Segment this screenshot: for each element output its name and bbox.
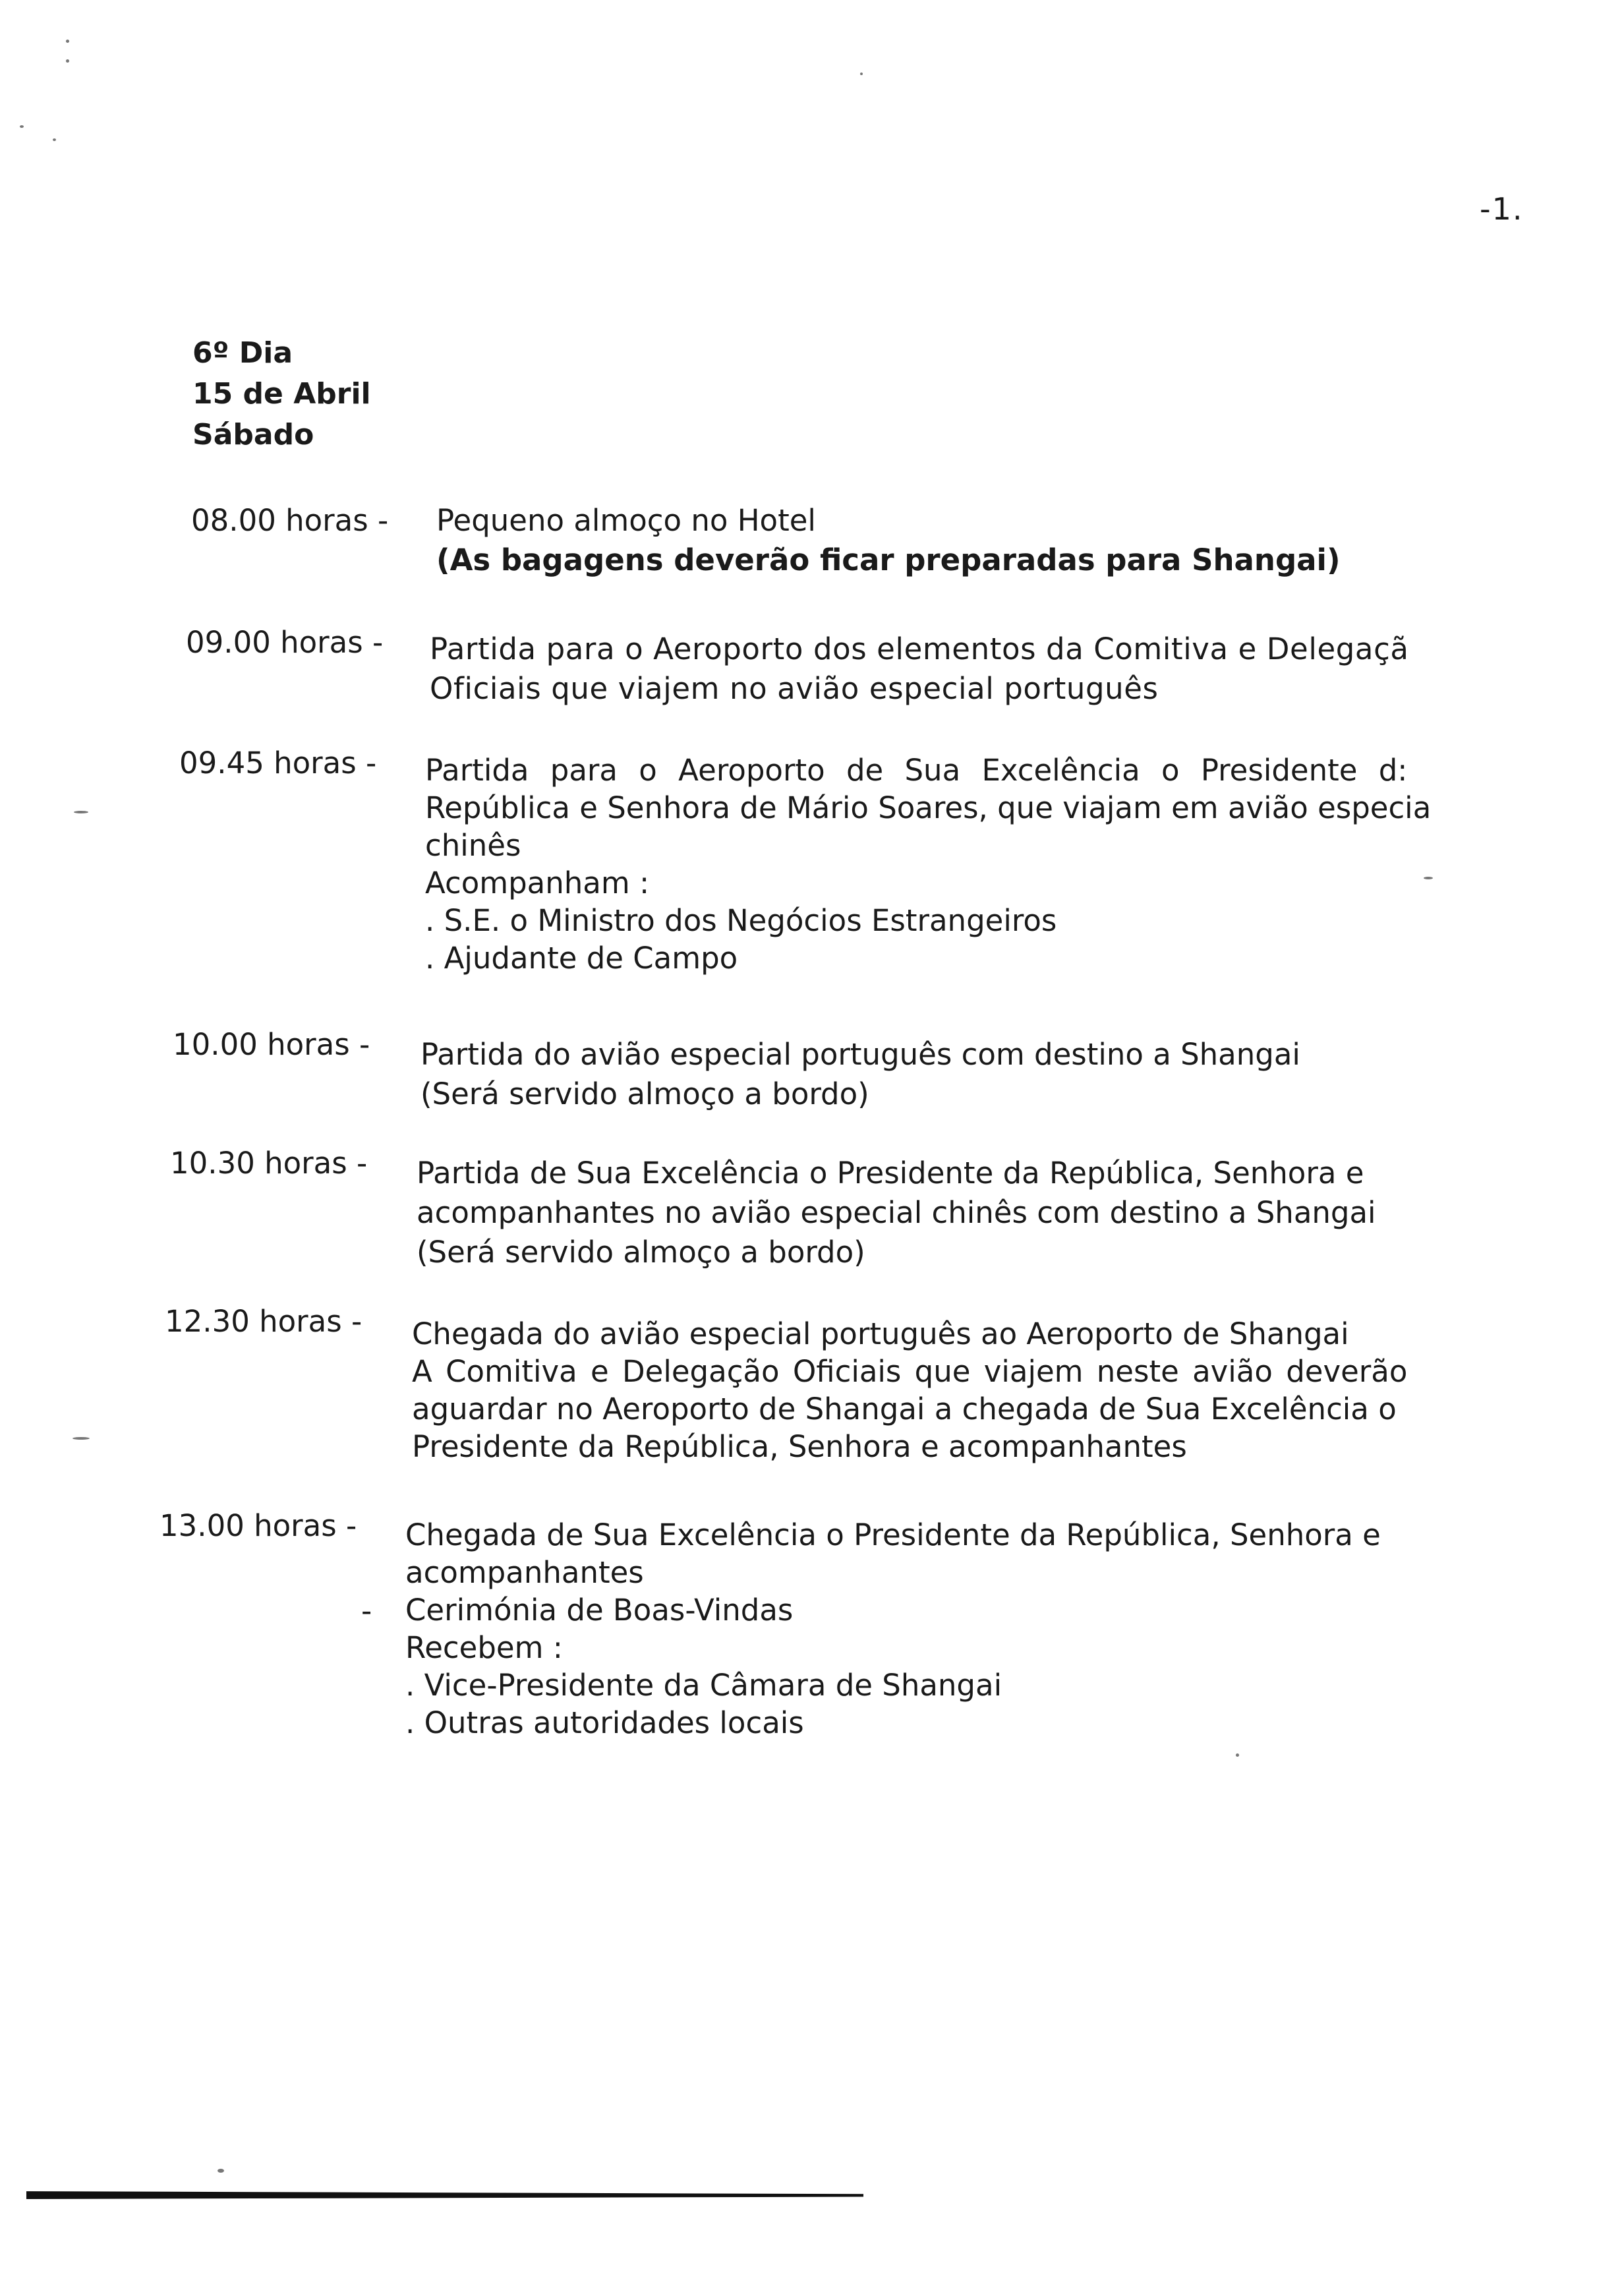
entry-line: (Será servido almoço a bordo) [417,1235,865,1270]
entry-line: (As bagagens deverão ficar preparadas para Shangai) [436,543,1341,577]
entry-line: . Ajudante de Campo [425,941,738,976]
entry-line: Partida para o Aeroporto dos elementos da Comitiva e Delegaçã [430,632,1409,666]
day-header [192,333,371,456]
entry-line: A Comitiva e Delegação Oficiais que viajem neste avião deverão [412,1354,1408,1389]
entry-line: . Outras autoridades locais [405,1705,804,1740]
entry-line: aguardar no Aeroporto de Shangai a chegada de Sua Excelência o [412,1392,1397,1426]
entry-time: 10.30 horas - [170,1146,368,1181]
entry-line: chinês [425,828,521,863]
entry-line: Recebem : [405,1630,563,1665]
entry-time: 08.00 horas - [191,503,389,538]
entry-text [405,1516,1381,1742]
entry-text [412,1315,1407,1465]
scan-speck [66,59,69,63]
entry-time: 13.00 horas - [160,1508,357,1543]
entry-text [436,501,1341,580]
scan-speck [1236,1753,1239,1757]
entry-line: Partida para o Aeroporto de Sua Excelência o Presidente d: [425,753,1408,788]
entry-line: Chegada de Sua Excelência o Presidente da República, Senhora e [405,1517,1381,1552]
entry-text [430,630,1409,709]
scan-speck [72,1437,90,1440]
entry-time: 12.30 horas - [165,1304,362,1339]
entry-line: . S.E. o Ministro dos Negócios Estrangeiros [425,903,1057,938]
day-number: 6º Dia [192,336,293,370]
entry-line: (Será servido almoço a bordo) [420,1076,869,1111]
entry-line: Partida de Sua Excelência o Presidente da República, Senhora e [417,1156,1364,1191]
entry-time: 10.00 horas - [173,1027,370,1062]
entry-line: . Vice-Presidente da Câmara de Shangai [405,1668,1002,1703]
day-weekday: Sábado [192,418,314,452]
entry-text [417,1154,1376,1272]
scan-speck [53,138,56,141]
scan-speck [860,73,863,75]
entry-line: acompanhantes [405,1555,644,1590]
entry-line: Acompanham : [425,866,650,900]
day-date: 15 de Abril [192,377,371,411]
entry-line: Partida do avião especial português com destino a Shangai [420,1037,1300,1072]
bottom-scan-bar [26,2190,863,2199]
entry-text [425,751,1431,977]
entry-line: República e Senhora de Mário Soares, que viajam em avião especia [425,790,1432,825]
scan-speck [66,40,69,43]
entry-time: 09.00 horas - [186,625,384,660]
entry-line: Presidente da República, Senhora e acompanhantes [412,1429,1187,1464]
entry-text [420,1035,1300,1114]
page-number: -1. [1480,191,1524,227]
scan-speck [218,2169,224,2173]
entry-line: Pequeno almoço no Hotel [436,503,816,538]
scan-speck [74,811,88,813]
scan-speck [20,125,24,128]
entry-line: Cerimónia de Boas-Vindas [405,1593,794,1628]
entry-line: acompanhantes no avião especial chinês com destino a Shangai [417,1195,1376,1230]
entry-time: 09.45 horas - [179,746,377,780]
entry-line: Chegada do avião especial português ao Aeroporto de Shangai [412,1316,1349,1351]
entry-line: Oficiais que viajem no avião especial português [430,671,1159,706]
scan-speck [1424,877,1433,879]
entry-dash: - [361,1593,372,1628]
